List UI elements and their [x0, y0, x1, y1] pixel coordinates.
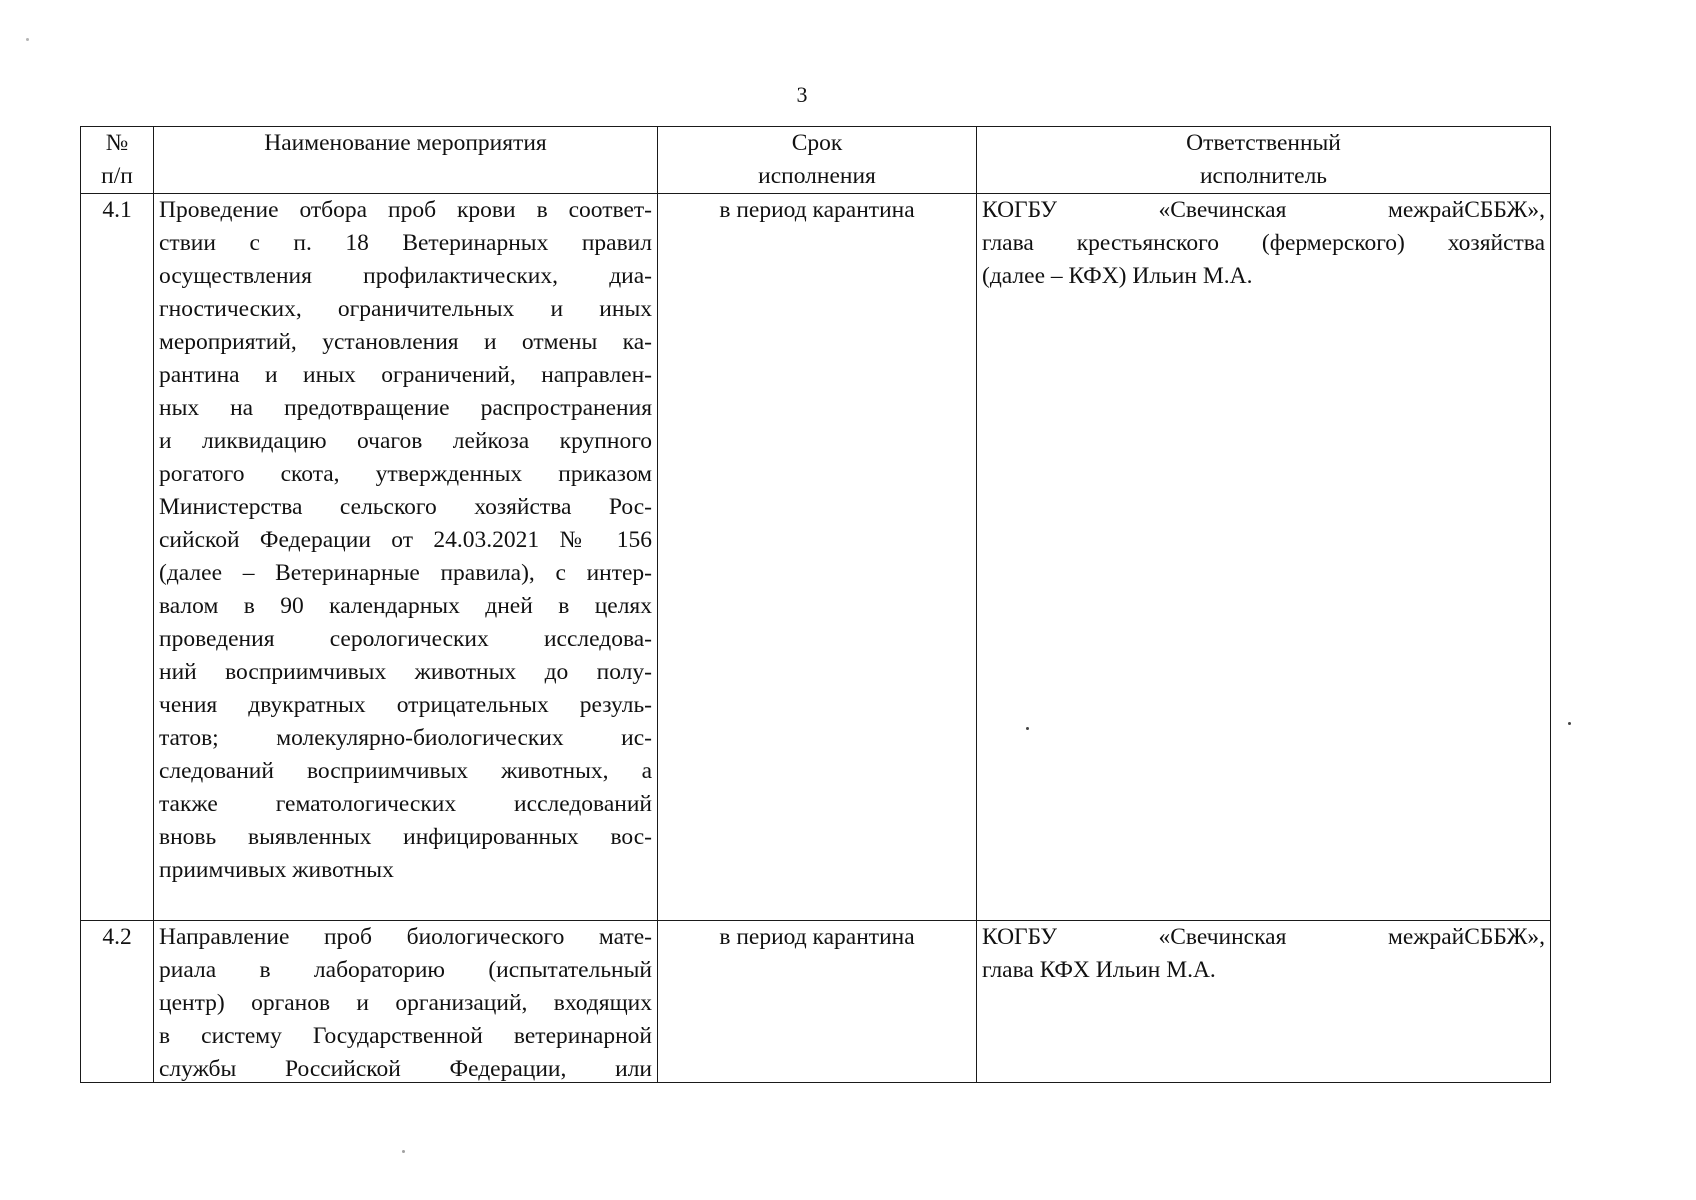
text-line: (далее – КФХ) Ильин М.А.: [982, 263, 1253, 289]
header-term: [658, 127, 977, 194]
header-term-line-2: исполнения: [758, 163, 876, 189]
text-line: центр) органов и организаций, входящих: [159, 990, 652, 1016]
row-number: 4.1: [81, 194, 154, 921]
scan-speck: [1568, 722, 1571, 725]
scan-speck: [26, 38, 29, 41]
text-line: службы Российской Федерации, или: [159, 1056, 652, 1082]
text-line: Проведение отбора проб крови в соответ-: [159, 197, 652, 223]
header-number-line-2: п/п: [101, 163, 133, 189]
text-line: ствии с п. 18 Ветеринарных правил: [159, 230, 652, 256]
text-line: чения двукратных отрицательных резуль-: [159, 692, 652, 718]
text-line: КОГБУ «Свечинская межрайСББЖ»,: [982, 197, 1545, 223]
text-line: вновь выявленных инфицированных вос-: [159, 824, 652, 850]
page-number: 3: [796, 82, 808, 107]
measure-responsible: [977, 921, 1551, 1083]
text-line: в систему Государственной ветеринарной: [159, 1023, 652, 1049]
header-name: Наименование мероприятия: [154, 127, 658, 194]
measure-term: в период карантина: [658, 921, 977, 1083]
table-row: [81, 921, 1551, 1083]
text-line: КОГБУ «Свечинская межрайСББЖ»,: [982, 924, 1545, 950]
text-line: валом в 90 календарных дней в целях: [159, 593, 652, 619]
text-line: ных на предотвращение распространения: [159, 395, 652, 421]
measure-term: в период карантина: [658, 194, 977, 921]
measures-table: [80, 126, 1551, 1083]
text-line: Министерства сельского хозяйства Рос-: [159, 494, 652, 520]
text-line: и ликвидацию очагов лейкоза крупного: [159, 428, 652, 454]
scan-speck: [402, 1150, 405, 1153]
scan-speck: [1026, 727, 1029, 730]
header-responsible-line-2: исполнитель: [1199, 163, 1328, 189]
text-line: Направление проб биологического мате-: [159, 924, 652, 950]
header-responsible-line-1: Ответственный: [1186, 130, 1341, 156]
header-term-line-1: Срок: [791, 130, 843, 156]
row-number: 4.2: [81, 921, 154, 1083]
text-line: глава КФХ Ильин М.А.: [982, 957, 1216, 983]
text-line: (далее – Ветеринарные правила), с интер-: [159, 560, 652, 586]
text-line: риала в лабораторию (испытательный: [159, 957, 652, 983]
text-line: также гематологических исследований: [159, 791, 652, 817]
header-number: [81, 127, 154, 194]
measure-name: [154, 921, 658, 1083]
text-line: рантина и иных ограничений, направлен-: [159, 362, 652, 388]
text-line: глава крестьянского (фермерского) хозяйства: [982, 230, 1545, 256]
table-row: [81, 194, 1551, 921]
text-line: приимчивых животных: [159, 857, 394, 883]
table-header-row: [81, 127, 1551, 194]
text-line: проведения серологических исследова-: [159, 626, 652, 652]
text-line: ний восприимчивых животных до полу-: [159, 659, 652, 685]
text-line: мероприятий, установления и отмены ка-: [159, 329, 652, 355]
header-responsible: [977, 127, 1551, 194]
measure-responsible: [977, 194, 1551, 921]
measure-name: [154, 194, 658, 921]
text-line: следований восприимчивых животных, а: [159, 758, 652, 784]
text-line: сийской Федерации от 24.03.2021 № 156: [159, 527, 652, 553]
text-line: осуществления профилактических, диа-: [159, 263, 652, 289]
text-line: гностических, ограничительных и иных: [159, 296, 652, 322]
text-line: татов; молекулярно-биологических ис-: [159, 725, 652, 751]
text-line: рогатого скота, утвержденных приказом: [159, 461, 652, 487]
header-number-line-1: №: [105, 130, 129, 156]
